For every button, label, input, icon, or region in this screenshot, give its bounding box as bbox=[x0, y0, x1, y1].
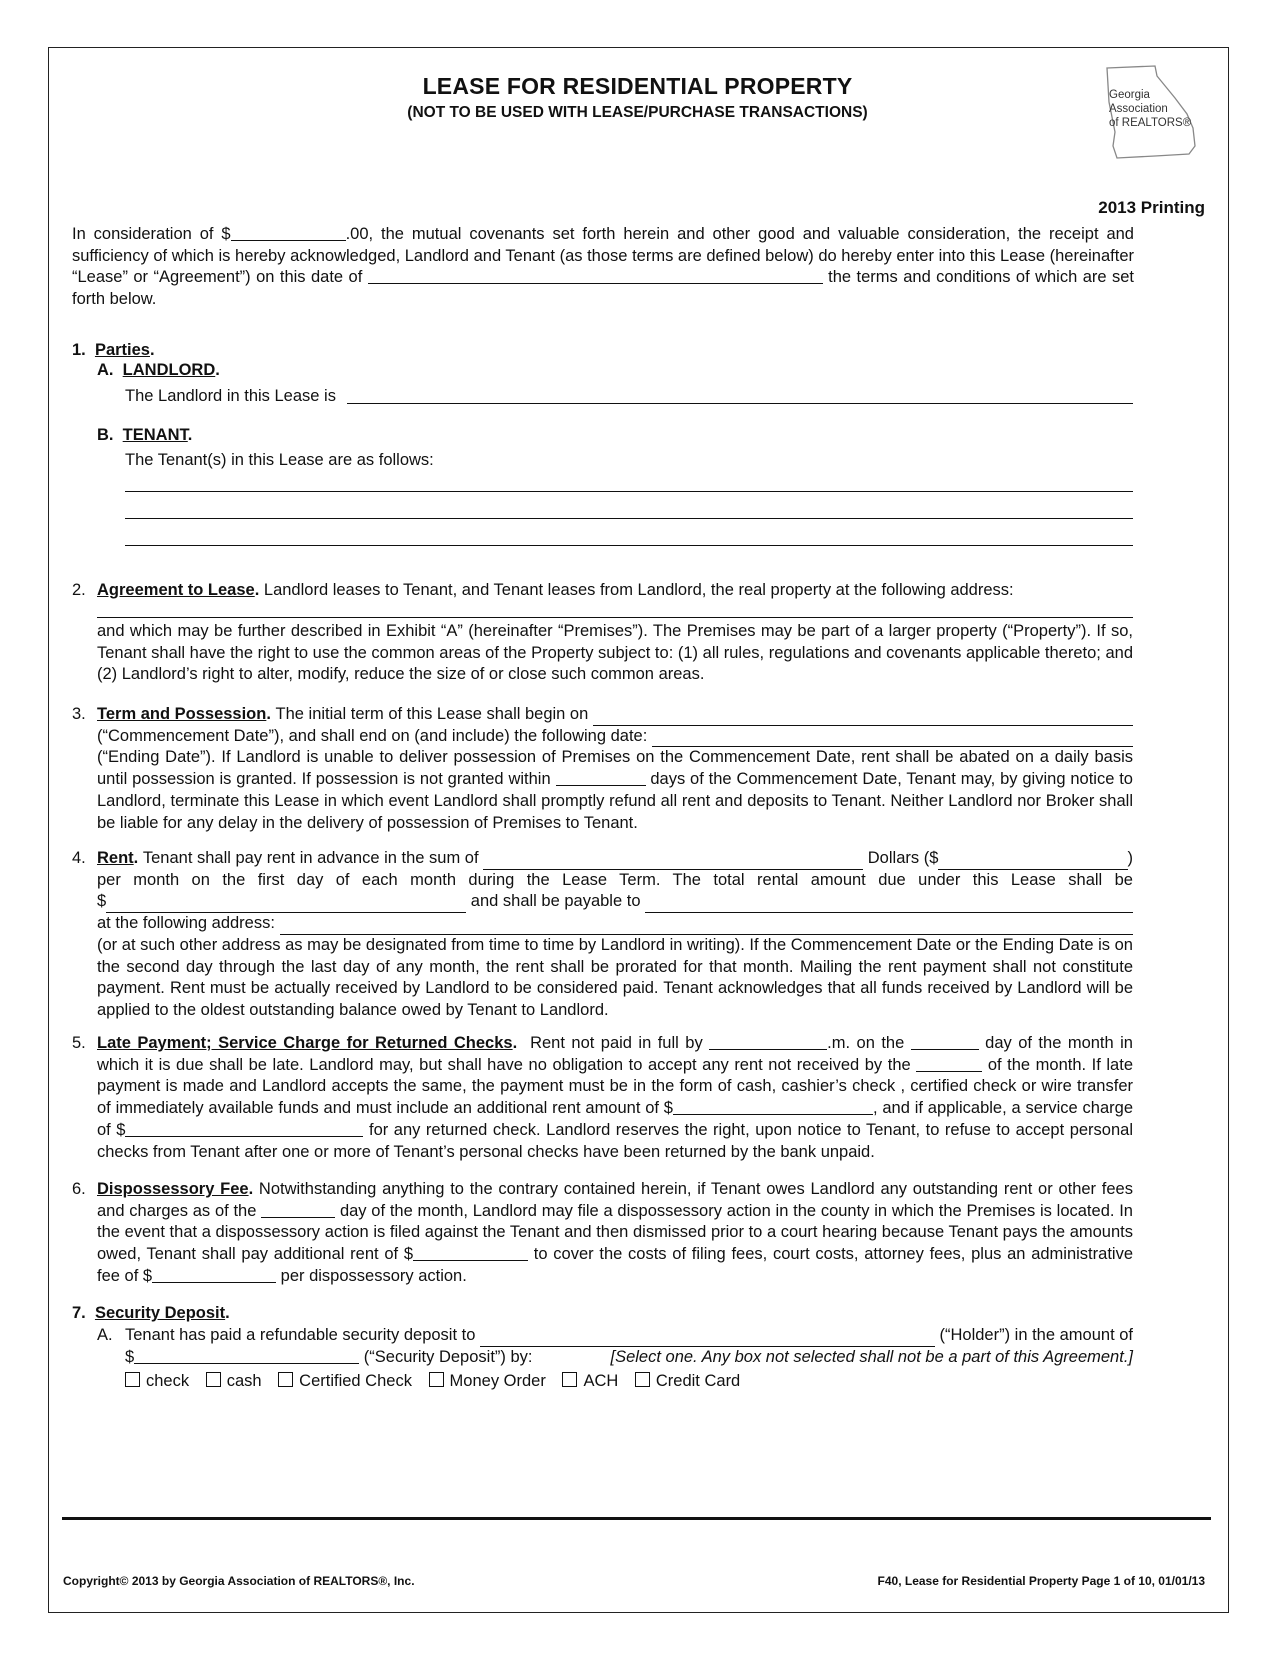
rent-amount-words-blank[interactable] bbox=[483, 853, 863, 870]
option-check[interactable]: check bbox=[125, 1371, 189, 1393]
security-deposit-amount-blank[interactable] bbox=[134, 1347, 359, 1364]
late-rent-amount-blank[interactable] bbox=[673, 1098, 873, 1115]
section-1a-heading: A. LANDLORD. bbox=[97, 361, 220, 379]
section-6-body: Dispossessory Fee. Notwithstanding anything to the contrary contained herein, if Tenant owes Landlord any outstanding rent or other fees and charges as of the day of the month, Landlord may file a dispossessory action in the county in which the Premises is located. In the event that a dispossessory action is filed against the Tenant and then dismissed prior to a court hearing because Tenant pays the amounts owed, Tenant shall pay additional rent of $ to cover the costs of filing fees, court costs, attorney fees, plus an administrative fee of $ per dispossessory action. bbox=[97, 1180, 1133, 1285]
payment-method-options bbox=[125, 1371, 1133, 1393]
commencement-date-blank[interactable] bbox=[593, 709, 1133, 726]
possession-days-blank[interactable] bbox=[556, 769, 646, 786]
tenant-line-1[interactable] bbox=[125, 491, 1133, 492]
total-rent-blank[interactable] bbox=[106, 896, 466, 913]
document-subtitle: (NOT TO BE USED WITH LEASE/PURCHASE TRANSACTIONS) bbox=[407, 104, 868, 121]
option-money-order[interactable]: Money Order bbox=[429, 1371, 546, 1393]
service-charge-blank[interactable] bbox=[125, 1120, 363, 1137]
checkbox-icon[interactable] bbox=[429, 1372, 444, 1387]
lease-date-blank[interactable] bbox=[368, 267, 823, 284]
section-6-num: 6. bbox=[72, 1180, 86, 1198]
option-certified-check[interactable]: Certified Check bbox=[278, 1371, 412, 1393]
section-2-body: and which may be further described in Exhibit “A” (hereinafter “Premises”). The Premises may be part of a larger property (“Property”). If so, Tenant shall have the right to use the common areas of the Property subject to: (1) all rules, regulations and covenants applicable thereto; and (2) Landlord’s right to alter, modify, reduce the size of or close such common areas. bbox=[97, 622, 1133, 684]
option-cash[interactable]: cash bbox=[206, 1371, 262, 1393]
landlord-label: The Landlord in this Lease is bbox=[125, 387, 336, 405]
late-day-blank[interactable] bbox=[911, 1033, 979, 1050]
checkbox-icon[interactable] bbox=[635, 1372, 650, 1387]
section-7a-label: A. bbox=[97, 1326, 113, 1344]
consideration-amount-blank[interactable] bbox=[231, 224, 346, 241]
checkbox-icon[interactable] bbox=[206, 1372, 221, 1387]
printing-year: 2013 Printing bbox=[1098, 198, 1205, 217]
tenant-line-3[interactable] bbox=[125, 545, 1133, 546]
section-3-num: 3. bbox=[72, 705, 86, 723]
ending-date-blank[interactable] bbox=[652, 730, 1133, 747]
bottom-rule bbox=[62, 1517, 1211, 1520]
property-address-blank[interactable] bbox=[97, 617, 1133, 618]
footer-copyright: Copyright© 2013 by Georgia Association of REALTORS®, Inc. bbox=[63, 1574, 415, 1588]
section-7a-body: Tenant has paid a refundable security deposit to (“Holder”) in the amount of $ (“Security Deposit”) by: [Select one. Any box not selected shall not be a part of this Agreement.] check cash Certified Check Money Order ACH Credit Card bbox=[125, 1325, 1133, 1393]
administrative-fee-blank[interactable] bbox=[152, 1266, 276, 1283]
logo-text: Georgia Association of REALTORS® bbox=[1109, 89, 1192, 129]
dispossessory-day-blank[interactable] bbox=[261, 1201, 335, 1218]
landlord-name-blank[interactable] bbox=[347, 403, 1133, 404]
payable-to-blank[interactable] bbox=[645, 896, 1133, 913]
section-1b-heading: B. TENANT. bbox=[97, 426, 193, 444]
option-credit-card[interactable]: Credit Card bbox=[635, 1371, 740, 1393]
checkbox-icon[interactable] bbox=[562, 1372, 577, 1387]
additional-rent-blank[interactable] bbox=[413, 1244, 528, 1261]
tenant-line-2[interactable] bbox=[125, 518, 1133, 519]
section-4-num: 4. bbox=[72, 849, 86, 867]
holder-blank[interactable] bbox=[480, 1330, 935, 1347]
option-ach[interactable]: ACH bbox=[562, 1371, 618, 1393]
tenant-label: The Tenant(s) in this Lease are as follows: bbox=[125, 451, 434, 469]
section-2-num: 2. bbox=[72, 581, 86, 599]
intro-paragraph: In consideration of $ .00, the mutual covenants set forth herein and other good and valuable consideration, the receipt and sufficiency of which is hereby acknowledged, Landlord and Tenant (as those terms are defined below) do hereby enter into this Lease (hereinafter “Lease” or “Agreement”) on this date of the terms and conditions of which are set forth below. bbox=[72, 225, 1134, 309]
section-2-first-line: Agreement to Lease. Landlord leases to Tenant, and Tenant leases from Landlord, the real property at the following address: bbox=[97, 581, 1014, 599]
section-5-body: Late Payment; Service Charge for Returned Checks. Rent not paid in full by .m. on the day of the month in which it is due shall be late. Landlord may, but shall have no obligation to accept any rent not received by the of the month. If late payment is made and Landlord accepts the same, the payment must be in the form of cash, cashier’s check , certified check or wire transfer of immediately available funds and must include an additional rent amount of $ , and if applicable, a service charge of $ for any returned check. Landlord reserves the right, upon notice to Tenant, to refuse to accept personal checks from Tenant after one or more of Tenant’s personal checks have been returned by the bank unpaid. bbox=[97, 1034, 1133, 1161]
document-title: LEASE FOR RESIDENTIAL PROPERTY bbox=[422, 73, 853, 99]
rent-amount-blank[interactable] bbox=[938, 853, 1127, 870]
section-5-num: 5. bbox=[72, 1034, 86, 1052]
footer-page-info: F40, Lease for Residential Property Page 1 of 10, 01/01/13 bbox=[877, 1574, 1205, 1588]
section-3-body: Term and Possession . The initial term of this Lease shall begin on (“Commencement Date”), and shall end on (and include) the following date: (“Ending Date”). If Landlord is unable to deliver possession of Premises on the Commencement Date, rent shall be abated on a daily basis until possession is granted. If possession is not granted within days of the Commencement Date, Tenant may, by giving notice to Landlord, terminate this Lease in which event Landlord shall promptly refund all rent and deposits to Tenant. Neither Landlord nor Broker shall be liable for any delay in the delivery of possession of Premises to Tenant. bbox=[97, 705, 1133, 832]
payment-address-blank[interactable] bbox=[280, 918, 1133, 935]
section-4-body: Rent . Tenant shall pay rent in advance in the sum of Dollars ($ ) per month on the first day of each month during the Lease Term. The total rental amount due under this Lease shall be $ and shall be payable to at the following address: (or at such other address as may be designated from time to time by Landlord in writing). If the Commencement Date or the Ending Date is on the second day through the last day of any month, the rent shall be prorated for that month. Mailing the rent payment shall not constitute payment. Rent must be actually received by Landlord to be considered paid. Tenant acknowledges that all funds received by Landlord will be applied to the oldest outstanding balance owed by Tenant to Landlord. bbox=[97, 849, 1133, 1019]
accept-day-blank[interactable] bbox=[916, 1055, 982, 1072]
checkbox-icon[interactable] bbox=[125, 1372, 140, 1387]
section-1-heading: 1. Parties. bbox=[72, 341, 155, 359]
section-7-heading: 7. Security Deposit. bbox=[72, 1304, 230, 1322]
checkbox-icon[interactable] bbox=[278, 1372, 293, 1387]
late-time-blank[interactable] bbox=[709, 1033, 827, 1050]
